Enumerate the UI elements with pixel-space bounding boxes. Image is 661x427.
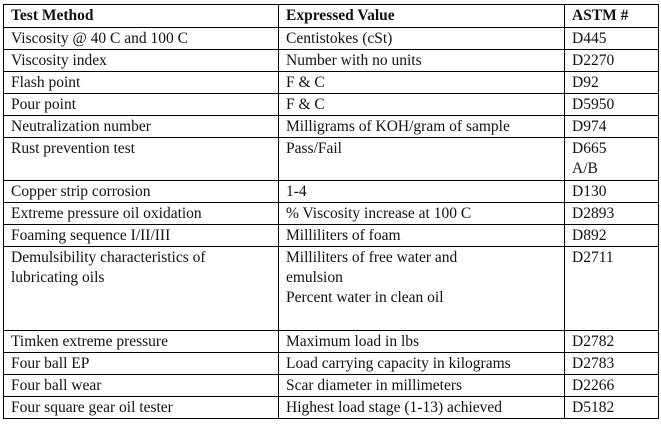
cell-test-method (4, 116, 279, 138)
cell-test-method-line: Four square gear oil tester (11, 399, 173, 416)
cell-test-method-line: Foaming sequence I/II/III (11, 227, 171, 244)
cell-test-method (4, 225, 279, 247)
header-astm-number: ASTM # (565, 5, 659, 28)
cell-astm-number (565, 353, 659, 375)
cell-test-method-line: Timken extreme pressure (11, 333, 168, 350)
cell-test-method (4, 94, 279, 116)
astm-test-table (3, 4, 659, 419)
cell-astm-number (565, 72, 659, 94)
cell-expressed-value-line: Milliliters of foam (286, 227, 401, 244)
table-row (4, 138, 659, 181)
cell-test-method-line: Viscosity index (11, 52, 107, 69)
cell-expressed-value (279, 203, 565, 225)
cell-expressed-value-line: Maximum load in lbs (286, 333, 420, 350)
cell-astm-number-line: D974 (572, 118, 607, 135)
cell-expressed-value (279, 28, 565, 50)
header-expressed-value: Expressed Value (279, 5, 565, 28)
cell-expressed-value (279, 181, 565, 203)
cell-expressed-value-line: Scar diameter in millimeters (286, 377, 463, 394)
cell-expressed-value-line: Milligrams of KOH/gram of sample (286, 118, 510, 135)
cell-astm-number-line: D2783 (572, 355, 615, 372)
cell-expressed-value-line: Milliliters of free water and (286, 249, 458, 266)
cell-test-method (4, 50, 279, 72)
cell-astm-number-line: D2711 (572, 249, 614, 266)
table-row (4, 225, 659, 247)
cell-expressed-value (279, 50, 565, 72)
cell-test-method-line: Copper strip corrosion (11, 183, 151, 200)
cell-expressed-value-line: 1-4 (286, 183, 307, 200)
table-row (4, 203, 659, 225)
cell-expressed-value-line: Pass/Fail (286, 140, 342, 157)
cell-expressed-value-line: F & C (286, 74, 325, 91)
cell-astm-number-line: D2266 (572, 377, 615, 394)
cell-expressed-value-line: Centistokes (cSt) (286, 30, 393, 47)
cell-expressed-value-line: Highest load stage (1-13) achieved (286, 399, 503, 416)
cell-test-method (4, 353, 279, 375)
table-row (4, 181, 659, 203)
cell-astm-number-line: D92 (572, 74, 599, 91)
cell-test-method (4, 72, 279, 94)
cell-astm-number (565, 375, 659, 397)
table-row (4, 331, 659, 353)
cell-test-method-line: Demulsibility characteristics of (11, 249, 206, 266)
table-body (4, 28, 659, 419)
cell-expressed-value (279, 331, 565, 353)
cell-test-method-line: Viscosity @ 40 C and 100 C (11, 30, 188, 47)
cell-expressed-value-line: Percent water in clean oil (286, 289, 444, 306)
cell-astm-number (565, 138, 659, 181)
cell-test-method (4, 247, 279, 331)
cell-astm-number-line: A/B (572, 160, 598, 177)
cell-astm-number (565, 203, 659, 225)
cell-astm-number (565, 397, 659, 419)
cell-astm-number-line: D665 (572, 140, 607, 157)
cell-expressed-value-line: F & C (286, 96, 325, 113)
cell-test-method-line: Four ball wear (11, 377, 102, 394)
cell-astm-number-line: D2270 (572, 52, 615, 69)
cell-expressed-value-line: emulsion (286, 269, 343, 286)
cell-expressed-value (279, 397, 565, 419)
table-row (4, 375, 659, 397)
cell-astm-number-line: D5182 (572, 399, 615, 416)
cell-expressed-value (279, 116, 565, 138)
cell-astm-number (565, 116, 659, 138)
table-row (4, 397, 659, 419)
cell-test-method (4, 138, 279, 181)
cell-astm-number-line: D2893 (572, 205, 615, 222)
cell-test-method (4, 375, 279, 397)
cell-test-method (4, 203, 279, 225)
cell-astm-number (565, 225, 659, 247)
cell-expressed-value (279, 94, 565, 116)
cell-expressed-value (279, 225, 565, 247)
cell-expressed-value (279, 138, 565, 181)
cell-astm-number (565, 247, 659, 331)
cell-test-method-line: Rust prevention test (11, 140, 135, 157)
table-row (4, 72, 659, 94)
table-row (4, 50, 659, 72)
table-row (4, 28, 659, 50)
cell-astm-number-line: D445 (572, 30, 607, 47)
cell-expressed-value (279, 247, 565, 331)
cell-expressed-value (279, 375, 565, 397)
cell-astm-number-line: D892 (572, 227, 607, 244)
cell-astm-number (565, 28, 659, 50)
cell-test-method (4, 397, 279, 419)
cell-astm-number-line: D5950 (572, 96, 615, 113)
cell-expressed-value-line: Number with no units (286, 52, 422, 69)
table-row (4, 353, 659, 375)
cell-expressed-value-line: % Viscosity increase at 100 C (286, 205, 472, 222)
cell-expressed-value (279, 353, 565, 375)
cell-astm-number (565, 50, 659, 72)
table-row (4, 116, 659, 138)
cell-test-method-line: Four ball EP (11, 355, 90, 372)
cell-astm-number (565, 94, 659, 116)
cell-astm-number (565, 331, 659, 353)
cell-test-method-line: Extreme pressure oil oxidation (11, 205, 202, 222)
table-row (4, 247, 659, 331)
cell-test-method (4, 28, 279, 50)
cell-astm-number-line: D130 (572, 183, 607, 200)
cell-test-method-line: lubricating oils (11, 269, 105, 286)
cell-astm-number-line: D2782 (572, 333, 615, 350)
cell-test-method-line: Neutralization number (11, 118, 151, 135)
cell-test-method (4, 181, 279, 203)
cell-test-method-line: Pour point (11, 96, 77, 113)
cell-test-method-line: Flash point (11, 74, 81, 91)
header-row (4, 5, 659, 28)
header-test-method: Test Method (4, 5, 279, 28)
cell-expressed-value-line: Load carrying capacity in kilograms (286, 355, 511, 372)
cell-test-method (4, 331, 279, 353)
table-row (4, 94, 659, 116)
cell-expressed-value (279, 72, 565, 94)
cell-astm-number (565, 181, 659, 203)
